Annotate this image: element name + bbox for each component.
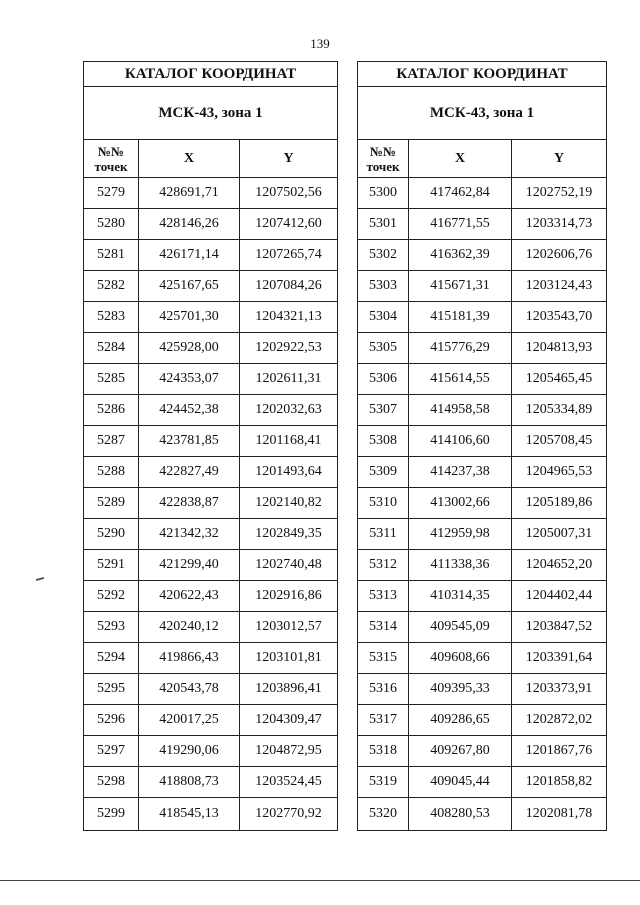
point-number-cell: 5279 — [84, 178, 139, 209]
point-number-cell: 5298 — [84, 767, 139, 798]
table-row — [84, 643, 338, 674]
x-coordinate-cell: 415671,31 — [409, 271, 512, 302]
x-coordinate-cell: 428691,71 — [139, 178, 240, 209]
x-coordinate-cell: 424353,07 — [139, 364, 240, 395]
x-coordinate-cell: 408280,53 — [409, 798, 512, 831]
point-number-cell: 5292 — [84, 581, 139, 612]
column-header-y: Y — [512, 140, 607, 178]
table-row — [358, 457, 607, 488]
point-number-cell: 5288 — [84, 457, 139, 488]
point-number-cell: 5282 — [84, 271, 139, 302]
y-coordinate-cell: 1204652,20 — [512, 550, 607, 581]
header-num-line1: №№ — [369, 143, 397, 159]
column-header-x: X — [139, 140, 240, 178]
x-coordinate-cell: 420240,12 — [139, 612, 240, 643]
y-coordinate-cell: 1203391,64 — [512, 643, 607, 674]
table-row — [358, 209, 607, 240]
y-coordinate-cell: 1207502,56 — [240, 178, 338, 209]
x-coordinate-cell: 425701,30 — [139, 302, 240, 333]
y-coordinate-cell: 1203524,45 — [240, 767, 338, 798]
x-coordinate-cell: 420543,78 — [139, 674, 240, 705]
bottom-rule — [0, 880, 640, 881]
table-row — [358, 333, 607, 364]
x-coordinate-cell: 423781,85 — [139, 426, 240, 457]
column-header-x: X — [409, 140, 512, 178]
x-coordinate-cell: 414237,38 — [409, 457, 512, 488]
catalog-title: КАТАЛОГ КООРДИНАТ — [84, 62, 338, 87]
point-number-cell: 5320 — [358, 798, 409, 831]
y-coordinate-cell: 1204872,95 — [240, 736, 338, 767]
table-row — [84, 178, 338, 209]
table-row — [84, 767, 338, 798]
y-coordinate-cell: 1207412,60 — [240, 209, 338, 240]
table-row — [84, 302, 338, 333]
y-coordinate-cell: 1202611,31 — [240, 364, 338, 395]
x-coordinate-cell: 420017,25 — [139, 705, 240, 736]
point-number-cell: 5297 — [84, 736, 139, 767]
table-row — [358, 488, 607, 519]
table-row — [84, 798, 338, 831]
column-header-point-number — [358, 140, 409, 178]
table-row — [358, 302, 607, 333]
point-number-cell: 5287 — [84, 426, 139, 457]
catalog-subtitle: МСК-43, зона 1 — [84, 87, 338, 140]
point-number-cell: 5299 — [84, 798, 139, 831]
x-coordinate-cell: 409608,66 — [409, 643, 512, 674]
point-number-cell: 5289 — [84, 488, 139, 519]
x-coordinate-cell: 424452,38 — [139, 395, 240, 426]
x-coordinate-cell: 410314,35 — [409, 581, 512, 612]
table-row — [84, 240, 338, 271]
x-coordinate-cell: 419290,06 — [139, 736, 240, 767]
y-coordinate-cell: 1202081,78 — [512, 798, 607, 831]
table-row — [84, 333, 338, 364]
point-number-cell: 5280 — [84, 209, 139, 240]
y-coordinate-cell: 1203101,81 — [240, 643, 338, 674]
coordinate-catalog-right — [357, 61, 607, 831]
x-coordinate-cell: 415181,39 — [409, 302, 512, 333]
table-row — [358, 178, 607, 209]
x-coordinate-cell: 409545,09 — [409, 612, 512, 643]
point-number-cell: 5285 — [84, 364, 139, 395]
y-coordinate-cell: 1203543,70 — [512, 302, 607, 333]
table-row — [358, 798, 607, 831]
y-coordinate-cell: 1204813,93 — [512, 333, 607, 364]
y-coordinate-cell: 1204965,53 — [512, 457, 607, 488]
point-number-cell: 5306 — [358, 364, 409, 395]
table-row — [358, 674, 607, 705]
y-coordinate-cell: 1203896,41 — [240, 674, 338, 705]
y-coordinate-cell: 1203012,57 — [240, 612, 338, 643]
header-num-line2: точек — [94, 158, 128, 174]
point-number-cell: 5311 — [358, 519, 409, 550]
y-coordinate-cell: 1205708,45 — [512, 426, 607, 457]
column-header-y: Y — [240, 140, 338, 178]
table-row — [84, 364, 338, 395]
y-coordinate-cell: 1205007,31 — [512, 519, 607, 550]
y-coordinate-cell: 1207084,26 — [240, 271, 338, 302]
x-coordinate-cell: 409395,33 — [409, 674, 512, 705]
x-coordinate-cell: 414958,58 — [409, 395, 512, 426]
y-coordinate-cell: 1202740,48 — [240, 550, 338, 581]
stray-mark — [36, 577, 44, 581]
x-coordinate-cell: 418545,13 — [139, 798, 240, 831]
y-coordinate-cell: 1203847,52 — [512, 612, 607, 643]
table-row — [84, 271, 338, 302]
x-coordinate-cell: 409267,80 — [409, 736, 512, 767]
point-number-cell: 5300 — [358, 178, 409, 209]
point-number-cell: 5284 — [84, 333, 139, 364]
point-number-cell: 5307 — [358, 395, 409, 426]
y-coordinate-cell: 1202140,82 — [240, 488, 338, 519]
table-row — [358, 426, 607, 457]
coordinate-catalog-left — [83, 61, 338, 831]
table-row — [84, 209, 338, 240]
y-coordinate-cell: 1201858,82 — [512, 767, 607, 798]
x-coordinate-cell: 428146,26 — [139, 209, 240, 240]
table-row — [358, 364, 607, 395]
x-coordinate-cell: 422838,87 — [139, 488, 240, 519]
point-number-cell: 5312 — [358, 550, 409, 581]
y-coordinate-cell: 1204309,47 — [240, 705, 338, 736]
catalog-subtitle: МСК-43, зона 1 — [358, 87, 607, 140]
x-coordinate-cell: 420622,43 — [139, 581, 240, 612]
table-row — [84, 426, 338, 457]
point-number-cell: 5296 — [84, 705, 139, 736]
table-row — [358, 395, 607, 426]
point-number-cell: 5294 — [84, 643, 139, 674]
y-coordinate-cell: 1203373,91 — [512, 674, 607, 705]
x-coordinate-cell: 414106,60 — [409, 426, 512, 457]
table-row — [84, 488, 338, 519]
y-coordinate-cell: 1202032,63 — [240, 395, 338, 426]
y-coordinate-cell: 1202916,86 — [240, 581, 338, 612]
point-number-cell: 5303 — [358, 271, 409, 302]
header-num-line2: точек — [366, 158, 400, 174]
table-row — [84, 395, 338, 426]
x-coordinate-cell: 415776,29 — [409, 333, 512, 364]
y-coordinate-cell: 1207265,74 — [240, 240, 338, 271]
x-coordinate-cell: 425167,65 — [139, 271, 240, 302]
x-coordinate-cell: 413002,66 — [409, 488, 512, 519]
header-num-line1: №№ — [97, 143, 125, 159]
x-coordinate-cell: 409045,44 — [409, 767, 512, 798]
page-number: 139 — [310, 36, 330, 51]
x-coordinate-cell: 426171,14 — [139, 240, 240, 271]
y-coordinate-cell: 1205465,45 — [512, 364, 607, 395]
table-row — [84, 457, 338, 488]
y-coordinate-cell: 1201493,64 — [240, 457, 338, 488]
table-row — [358, 271, 607, 302]
point-number-cell: 5281 — [84, 240, 139, 271]
table-row — [358, 550, 607, 581]
table-row — [358, 736, 607, 767]
y-coordinate-cell: 1202922,53 — [240, 333, 338, 364]
point-number-cell: 5319 — [358, 767, 409, 798]
y-coordinate-cell: 1204402,44 — [512, 581, 607, 612]
table-row — [358, 643, 607, 674]
x-coordinate-cell: 416362,39 — [409, 240, 512, 271]
y-coordinate-cell: 1203124,43 — [512, 271, 607, 302]
x-coordinate-cell: 416771,55 — [409, 209, 512, 240]
table-row — [84, 674, 338, 705]
y-coordinate-cell: 1201168,41 — [240, 426, 338, 457]
x-coordinate-cell: 419866,43 — [139, 643, 240, 674]
y-coordinate-cell: 1202872,02 — [512, 705, 607, 736]
table-row — [358, 612, 607, 643]
y-coordinate-cell: 1203314,73 — [512, 209, 607, 240]
point-number-cell: 5308 — [358, 426, 409, 457]
catalog-title: КАТАЛОГ КООРДИНАТ — [358, 62, 607, 87]
table-row — [84, 705, 338, 736]
y-coordinate-cell: 1201867,76 — [512, 736, 607, 767]
x-coordinate-cell: 415614,55 — [409, 364, 512, 395]
x-coordinate-cell: 411338,36 — [409, 550, 512, 581]
point-number-cell: 5302 — [358, 240, 409, 271]
x-coordinate-cell: 421342,32 — [139, 519, 240, 550]
table-row — [84, 550, 338, 581]
x-coordinate-cell: 425928,00 — [139, 333, 240, 364]
point-number-cell: 5291 — [84, 550, 139, 581]
column-header-point-number — [84, 140, 139, 178]
table-row — [358, 705, 607, 736]
table-row — [358, 240, 607, 271]
point-number-cell: 5316 — [358, 674, 409, 705]
point-number-cell: 5286 — [84, 395, 139, 426]
point-number-cell: 5315 — [358, 643, 409, 674]
table-row — [84, 519, 338, 550]
x-coordinate-cell: 417462,84 — [409, 178, 512, 209]
point-number-cell: 5309 — [358, 457, 409, 488]
point-number-cell: 5318 — [358, 736, 409, 767]
point-number-cell: 5301 — [358, 209, 409, 240]
point-number-cell: 5293 — [84, 612, 139, 643]
x-coordinate-cell: 418808,73 — [139, 767, 240, 798]
table-row — [84, 612, 338, 643]
point-number-cell: 5304 — [358, 302, 409, 333]
table-row — [84, 736, 338, 767]
table-row — [358, 581, 607, 612]
x-coordinate-cell: 422827,49 — [139, 457, 240, 488]
point-number-cell: 5317 — [358, 705, 409, 736]
point-number-cell: 5310 — [358, 488, 409, 519]
table-row — [358, 767, 607, 798]
y-coordinate-cell: 1205334,89 — [512, 395, 607, 426]
y-coordinate-cell: 1202849,35 — [240, 519, 338, 550]
point-number-cell: 5283 — [84, 302, 139, 333]
x-coordinate-cell: 412959,98 — [409, 519, 512, 550]
x-coordinate-cell: 421299,40 — [139, 550, 240, 581]
y-coordinate-cell: 1202752,19 — [512, 178, 607, 209]
table-row — [358, 519, 607, 550]
point-number-cell: 5295 — [84, 674, 139, 705]
point-number-cell: 5290 — [84, 519, 139, 550]
y-coordinate-cell: 1205189,86 — [512, 488, 607, 519]
y-coordinate-cell: 1202606,76 — [512, 240, 607, 271]
point-number-cell: 5313 — [358, 581, 409, 612]
point-number-cell: 5314 — [358, 612, 409, 643]
x-coordinate-cell: 409286,65 — [409, 705, 512, 736]
point-number-cell: 5305 — [358, 333, 409, 364]
table-row — [84, 581, 338, 612]
y-coordinate-cell: 1204321,13 — [240, 302, 338, 333]
y-coordinate-cell: 1202770,92 — [240, 798, 338, 831]
